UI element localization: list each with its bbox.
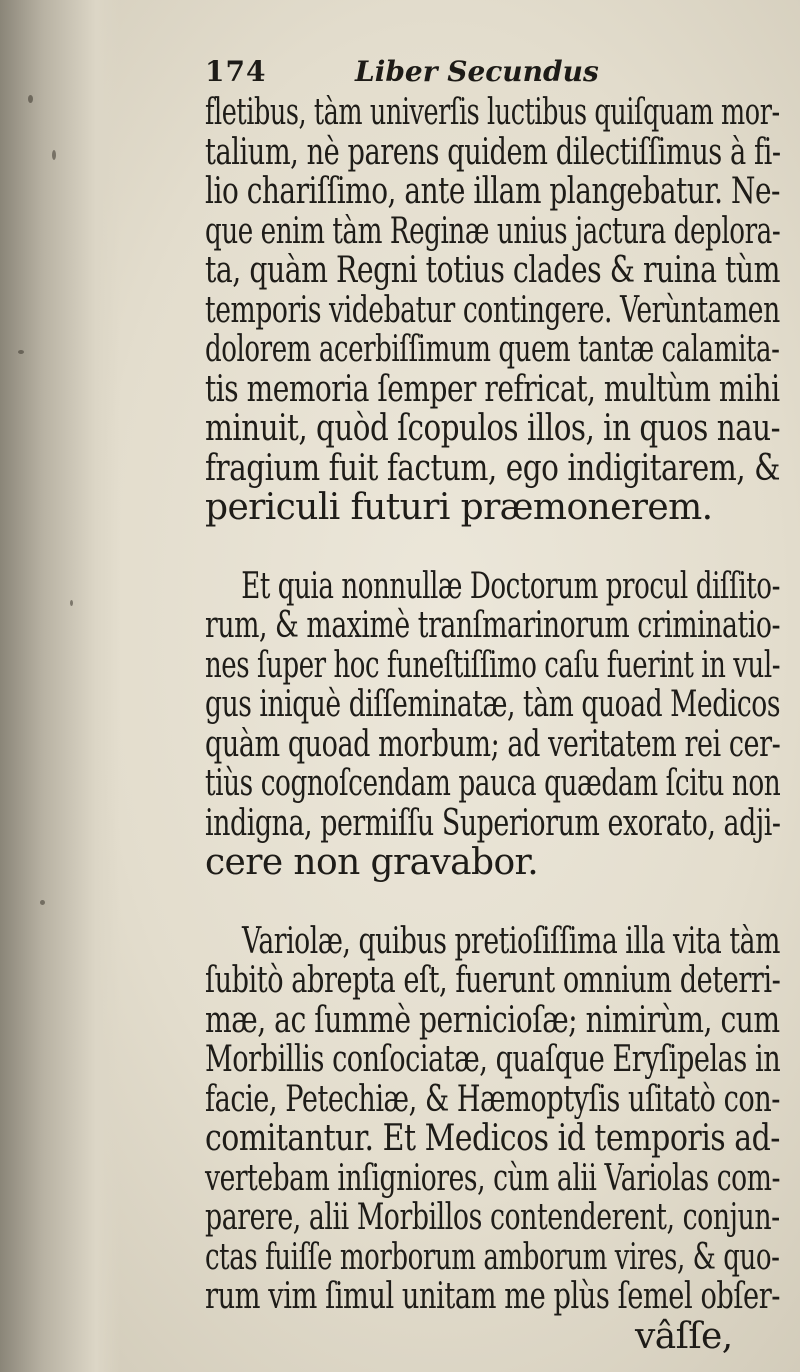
ink-spot — [70, 600, 73, 606]
binding-gutter — [0, 0, 120, 1372]
ink-spot — [28, 95, 33, 103]
text-line: tiùs cognoſcendam pauca quædam ſcitu non — [205, 763, 781, 804]
paragraph-gap — [205, 528, 780, 567]
text-line: minuit, quòd ſcopulos illos, in quos nau- — [205, 408, 781, 449]
paragraph-3 — [205, 922, 780, 1357]
text-line: Et quia nonnullæ Doctorum procul diſſito- — [241, 565, 780, 607]
text-line: indigna, permiſſu Superiorum exorato, adji- — [205, 802, 781, 844]
text-line: ſubitò abrepta eſt, fuerunt omnium deterri- — [205, 960, 781, 1001]
text-line: gus iniquè diſſeminatæ, tàm quoad Medicos — [205, 684, 781, 725]
paragraph-2 — [205, 567, 780, 883]
page-number: 174 — [205, 55, 267, 88]
text-line: Variolæ, quibus pretioſiſſima illa vita tàm — [242, 920, 780, 962]
text-line: que enim tàm Reginæ unius jactura deplora- — [205, 210, 781, 252]
text-line: quàm quoad morbum; ad veritatem rei cer- — [205, 723, 781, 765]
text-line: facie, Petechiæ, & Hæmoptyſis uſitatò con- — [205, 1078, 780, 1120]
text-line: mæ, ac ſummè pernicioſæ; nimirùm, cum — [205, 999, 780, 1041]
text-line: vertebam inſigniores, cùm alii Variolas com- — [205, 1157, 780, 1199]
text-line: lio chariſſimo, ante illam plangebatur. Ne- — [205, 171, 781, 212]
text-line: cere non gravabor. — [205, 842, 539, 883]
text-line: parere, alii Morbillos contenderent, conjun- — [205, 1197, 780, 1238]
text-line: ctas fuiſſe morborum amborum vires, & quo- — [205, 1236, 780, 1278]
text-line: tis memoria ſemper refricat, multùm mihi — [205, 368, 780, 410]
text-line: ta, quàm Regni totius clades & ruina tùm — [205, 250, 781, 291]
text-line: vâſſe, — [635, 1315, 733, 1357]
text-line: Morbillis conſociatæ, quaſque Eryſipelas in — [205, 1039, 781, 1080]
ink-spot — [40, 900, 45, 905]
text-line: dolorem acerbiſſimum quem tantæ calamita- — [205, 329, 780, 370]
running-title: Liber Secundus — [355, 55, 599, 88]
paragraph-1 — [205, 93, 780, 528]
book-page — [205, 55, 780, 1356]
text-line: comitantur. Et Medicos id temporis ad- — [205, 1118, 780, 1159]
text-line: talium, nè parens quidem dilectiſſimus à fi- — [205, 131, 781, 173]
text-line: nes ſuper hoc funeſtiſſimo caſu fuerint in vul- — [205, 644, 781, 686]
text-line: temporis videbatur contingere. Verùntamen — [205, 289, 780, 331]
ink-spot — [18, 350, 24, 354]
text-line: rum vim ſimul unitam me plùs ſemel obſer- — [205, 1276, 781, 1317]
paragraph-gap — [205, 883, 780, 922]
text-line: rum, & maximè tranſmarinorum criminatio- — [205, 605, 781, 646]
text-line: fletibus, tàm univerſis luctibus quiſquam mor- — [205, 92, 780, 133]
ink-spot — [52, 150, 56, 160]
running-head — [205, 55, 780, 93]
text-line: periculi futuri præmonerem. — [205, 487, 713, 528]
text-line: fragium fuit factum, ego indigitarem, & — [205, 447, 780, 489]
